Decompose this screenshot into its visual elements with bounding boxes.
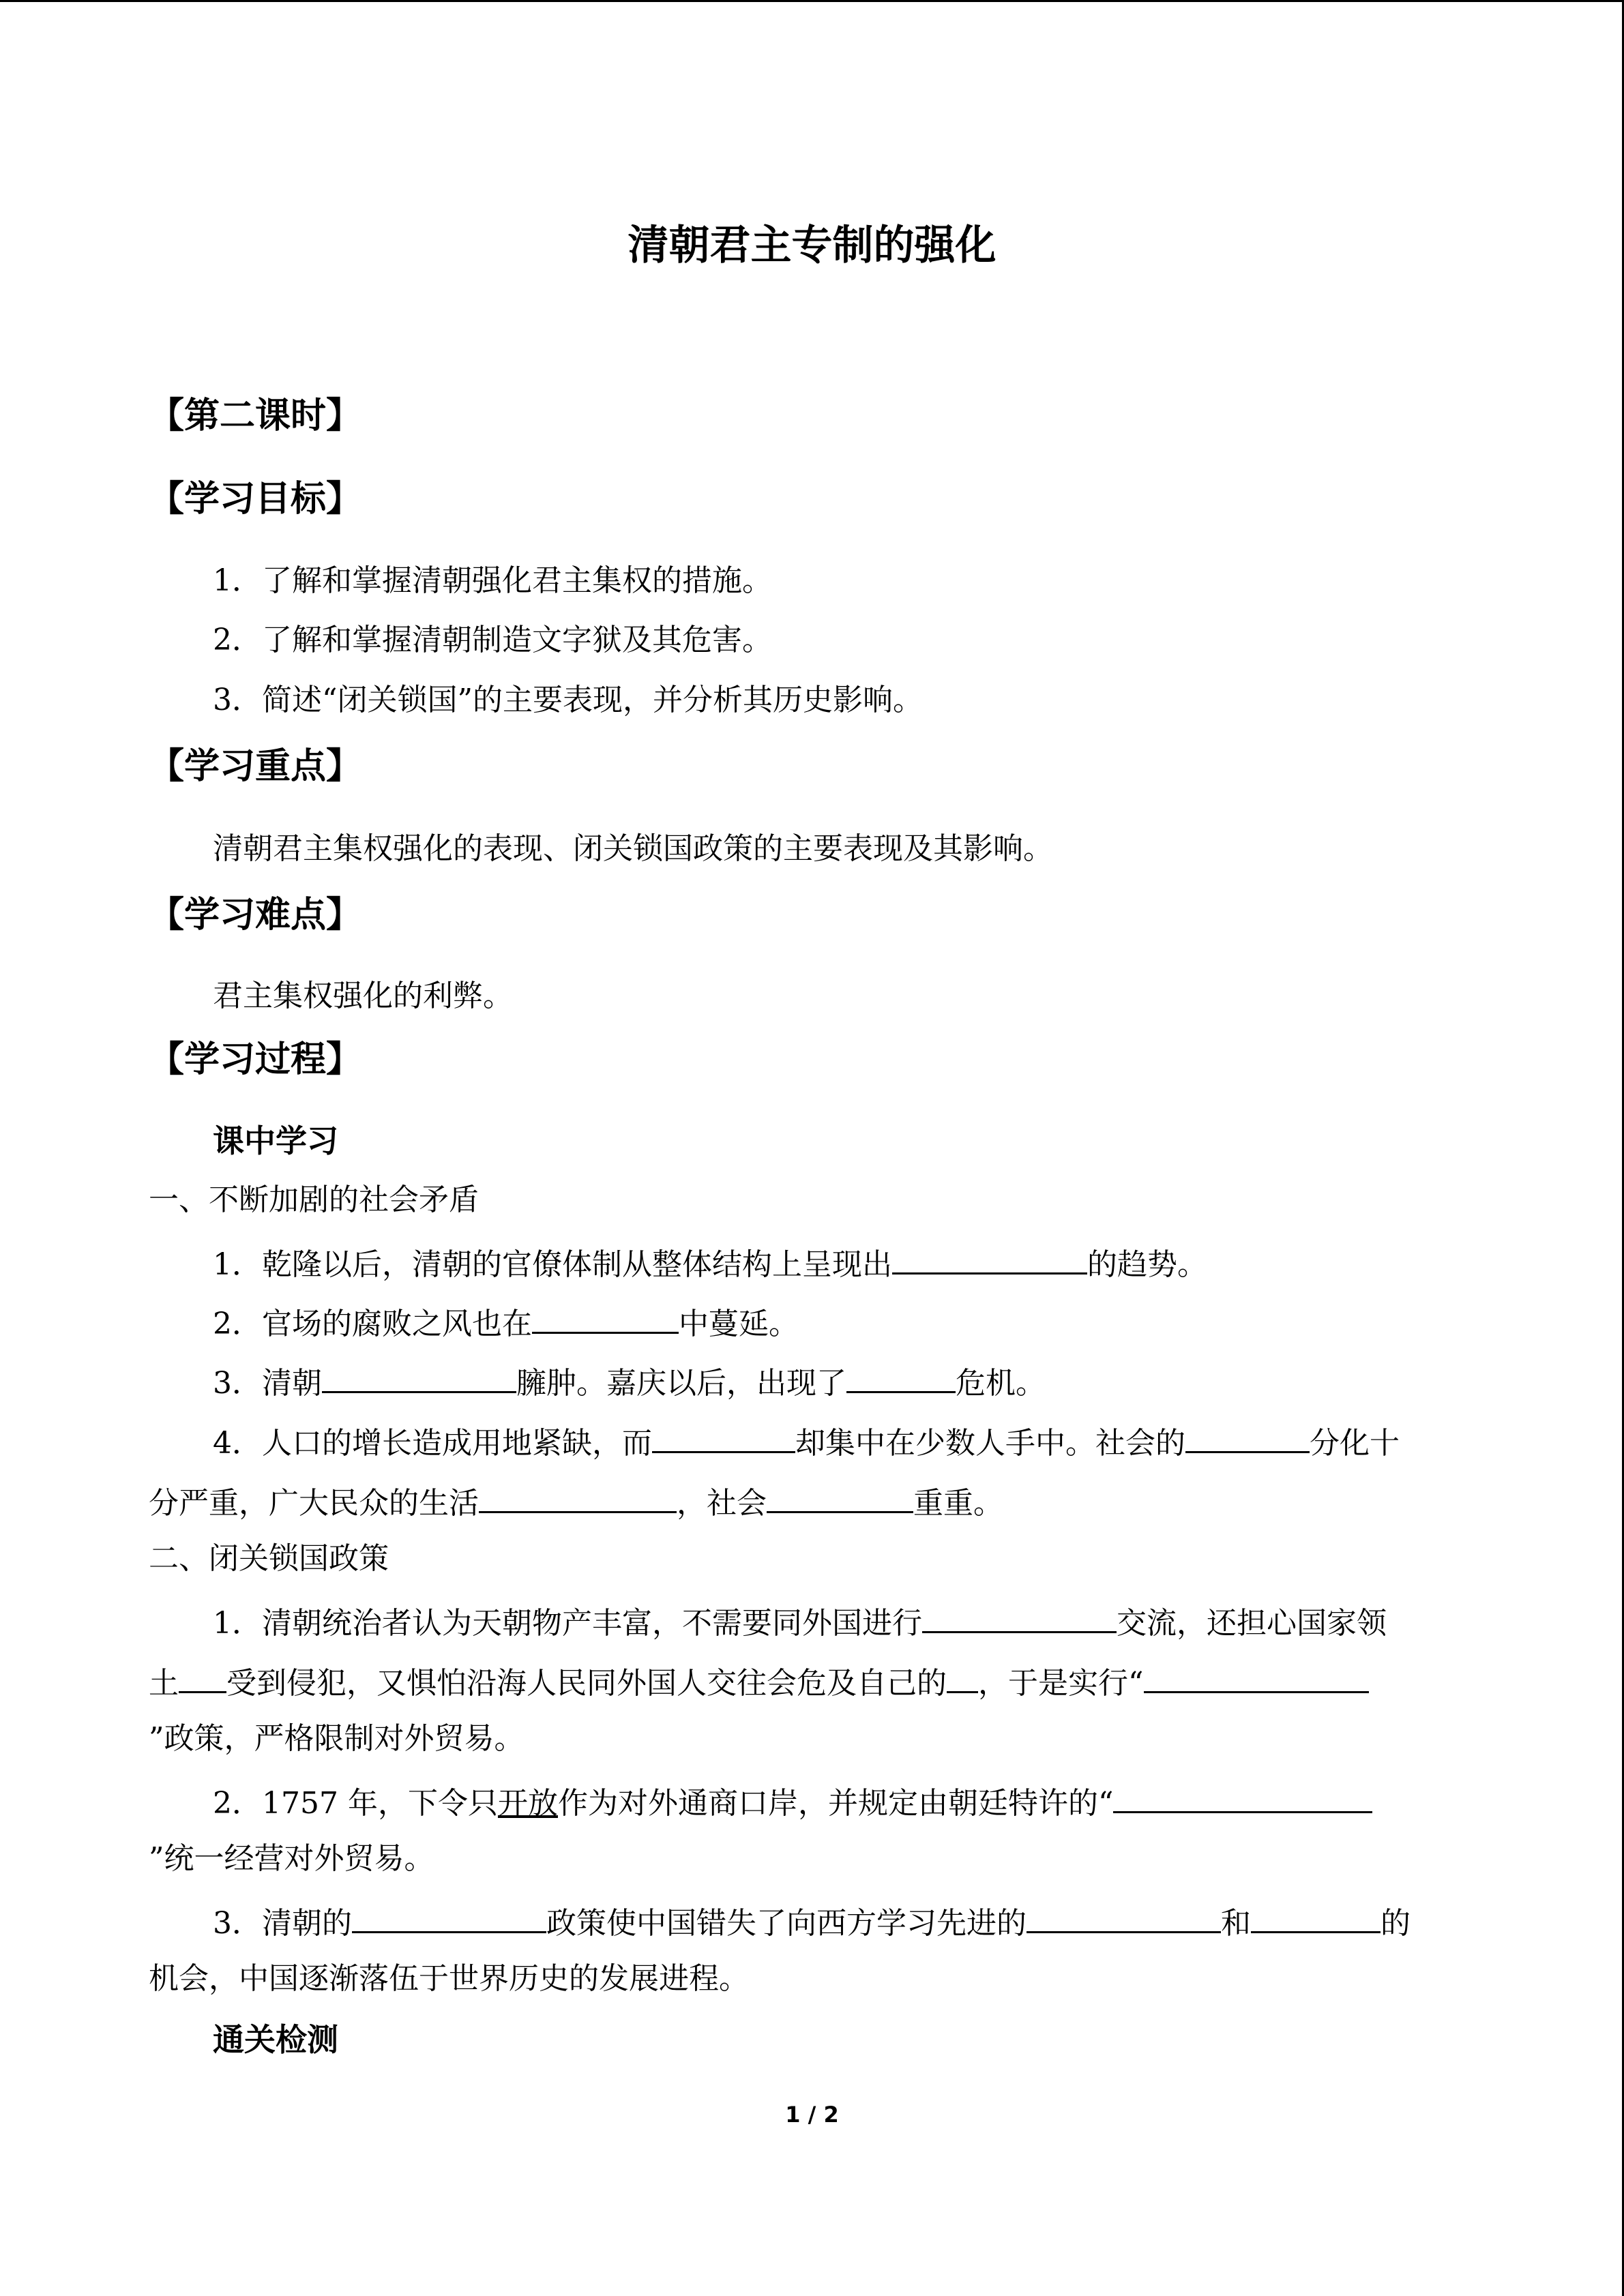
- part1-title: 一、不断加剧的社会矛盾: [149, 1182, 479, 1217]
- part2-q1-line1: 1．清朝统治者认为天朝物产丰富，不需要同外国进行 交流，还担心国家领: [213, 1604, 1387, 1639]
- part2-title: 二、闭关锁国政策: [149, 1541, 389, 1576]
- part1-q4-line2: 分严重，广大民众的生活 ，社会 重重。: [149, 1484, 1003, 1519]
- page-border-top: [0, 0, 1624, 2]
- page-number: 1 / 2: [785, 2102, 839, 2128]
- goal-item: 1．了解和掌握清朝强化君主集权的措施。: [213, 563, 772, 598]
- answer-blank[interactable]: [352, 1904, 546, 1933]
- answer-blank[interactable]: [892, 1245, 1087, 1274]
- lesson-heading: 【第二课时】: [149, 396, 362, 436]
- goal-item: 3．简述“闭关锁国”的主要表现，并分析其历史影响。: [213, 683, 923, 717]
- answer-blank[interactable]: [652, 1424, 795, 1453]
- check-heading: 通关检测: [213, 2021, 338, 2058]
- answer-blank[interactable]: [1251, 1904, 1381, 1933]
- answer-blank[interactable]: [1027, 1904, 1221, 1933]
- answer-blank[interactable]: [1113, 1784, 1372, 1813]
- answer-blank[interactable]: [922, 1604, 1117, 1633]
- part2-q2-line2: ”统一经营对外贸易。: [149, 1841, 434, 1876]
- answer-blank[interactable]: [179, 1664, 226, 1693]
- part1-q3: 3．清朝 臃肿。嘉庆以后，出现了 危机。: [213, 1364, 1046, 1399]
- document-title: 清朝君主专制的强化: [628, 222, 996, 269]
- goal-item: 2．了解和掌握清朝制造文字狱及其危害。: [213, 623, 772, 657]
- answer-blank[interactable]: [479, 1484, 677, 1513]
- part2-q1-line2: 土 受到侵犯，又惧怕沿海人民同外国人交往会危及自己的 ，于是实行“: [149, 1664, 1369, 1699]
- answer-blank[interactable]: [322, 1364, 516, 1393]
- part1-q2: 2．官场的腐败之风也在 中蔓延。: [213, 1304, 799, 1339]
- answer-blank[interactable]: [532, 1304, 679, 1334]
- part1-q4-line1: 4．人口的增长造成用地紧缺，而 却集中在少数人手中。社会的 分化十: [213, 1424, 1400, 1459]
- part2-q3-line1: 3．清朝的 政策使中国错失了向西方学习先进的 和 的: [213, 1904, 1411, 1939]
- in-class-heading: 课中学习: [213, 1122, 338, 1159]
- goals-heading: 【学习目标】: [149, 479, 362, 520]
- part2-q3-line2: 机会，中国逐渐落伍于世界历史的发展进程。: [149, 1961, 749, 1996]
- part2-q1-line3: ”政策，严格限制对外贸易。: [149, 1721, 525, 1756]
- key-heading: 【学习重点】: [149, 746, 362, 787]
- answer-blank[interactable]: [1144, 1664, 1369, 1693]
- answer-blank[interactable]: [846, 1364, 956, 1393]
- answer-blank[interactable]: [947, 1664, 978, 1693]
- answer-blank[interactable]: [1185, 1424, 1310, 1453]
- key-text: 清朝君主集权强化的表现、闭关锁国政策的主要表现及其影响。: [213, 831, 1053, 866]
- part2-q2-line1: 2．1757 年，下令只开放作为对外通商口岸，并规定由朝廷特许的“: [213, 1784, 1372, 1819]
- part1-q1: 1．乾隆以后，清朝的官僚体制从整体结构上呈现出 的趋势。: [213, 1245, 1207, 1280]
- difficulty-text: 君主集权强化的利弊。: [213, 979, 513, 1013]
- difficulty-heading: 【学习难点】: [149, 895, 362, 936]
- process-heading: 【学习过程】: [149, 1039, 362, 1080]
- answer-blank[interactable]: [767, 1484, 913, 1513]
